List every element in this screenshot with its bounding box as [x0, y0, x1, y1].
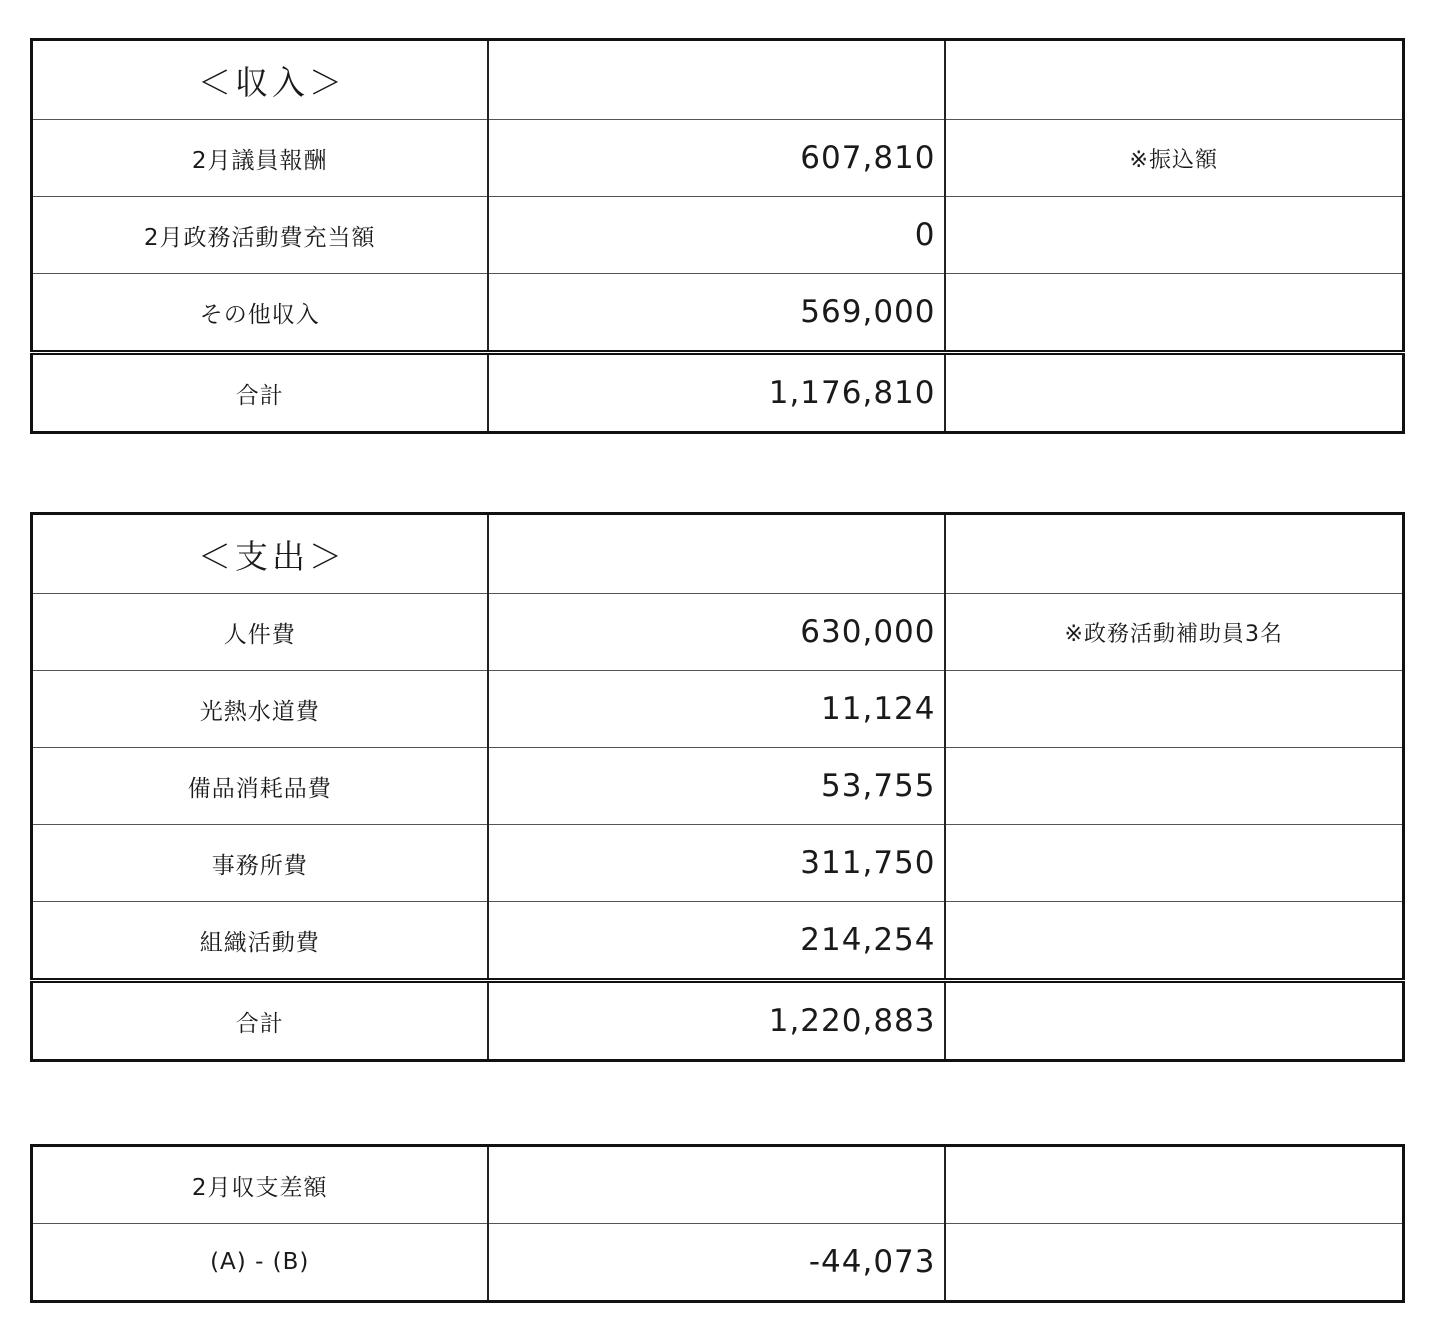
- table-row: [32, 120, 1404, 197]
- row-note: [945, 671, 1404, 748]
- income-header-note-cell: [945, 40, 1404, 120]
- row-note: ※政務活動補助員3名: [945, 594, 1404, 671]
- row-value: -44,073: [488, 1224, 945, 1302]
- row-label: 事務所費: [32, 825, 488, 902]
- balance-header-note-cell: [945, 1146, 1404, 1224]
- row-note: [945, 748, 1404, 825]
- table-row: [32, 594, 1404, 671]
- row-value: 53,755: [488, 748, 945, 825]
- table-row: [32, 197, 1404, 274]
- total-value: 1,176,810: [488, 353, 945, 433]
- income-header-row: [32, 40, 1404, 120]
- row-value: 607,810: [488, 120, 945, 197]
- row-value: 311,750: [488, 825, 945, 902]
- balance-header-row: [32, 1146, 1404, 1224]
- expense-header-value-cell: [488, 514, 945, 594]
- row-note: [945, 197, 1404, 274]
- row-label: 備品消耗品費: [32, 748, 488, 825]
- income-header-value-cell: [488, 40, 945, 120]
- income-heading: ＜収入＞: [32, 40, 488, 120]
- income-total-row: [32, 353, 1404, 433]
- table-row: [32, 1224, 1404, 1302]
- table-row: [32, 748, 1404, 825]
- row-note: [945, 825, 1404, 902]
- expense-total-row: [32, 981, 1404, 1061]
- balance-heading: 2月収支差額: [32, 1146, 488, 1224]
- row-label: 2月議員報酬: [32, 120, 488, 197]
- row-note: ※振込額: [945, 120, 1404, 197]
- expense-table: [30, 512, 1405, 1062]
- income-table: [30, 38, 1405, 434]
- total-note: [945, 981, 1404, 1061]
- row-note: [945, 1224, 1404, 1302]
- balance-table: [30, 1144, 1405, 1303]
- total-value: 1,220,883: [488, 981, 945, 1061]
- expense-header-row: [32, 514, 1404, 594]
- row-value: 630,000: [488, 594, 945, 671]
- row-note: [945, 274, 1404, 353]
- row-label: 人件費: [32, 594, 488, 671]
- table-row: [32, 902, 1404, 981]
- row-value: 0: [488, 197, 945, 274]
- row-value: 214,254: [488, 902, 945, 981]
- row-value: 569,000: [488, 274, 945, 353]
- row-label: (A) - (B): [32, 1224, 488, 1302]
- expense-heading: ＜支出＞: [32, 514, 488, 594]
- expense-header-note-cell: [945, 514, 1404, 594]
- balance-header-value-cell: [488, 1146, 945, 1224]
- row-label: その他収入: [32, 274, 488, 353]
- table-row: [32, 825, 1404, 902]
- total-label: 合計: [32, 353, 488, 433]
- table-row: [32, 671, 1404, 748]
- total-label: 合計: [32, 981, 488, 1061]
- table-row: [32, 274, 1404, 353]
- row-note: [945, 902, 1404, 981]
- row-label: 組織活動費: [32, 902, 488, 981]
- total-note: [945, 353, 1404, 433]
- row-label: 2月政務活動費充当額: [32, 197, 488, 274]
- row-label: 光熱水道費: [32, 671, 488, 748]
- row-value: 11,124: [488, 671, 945, 748]
